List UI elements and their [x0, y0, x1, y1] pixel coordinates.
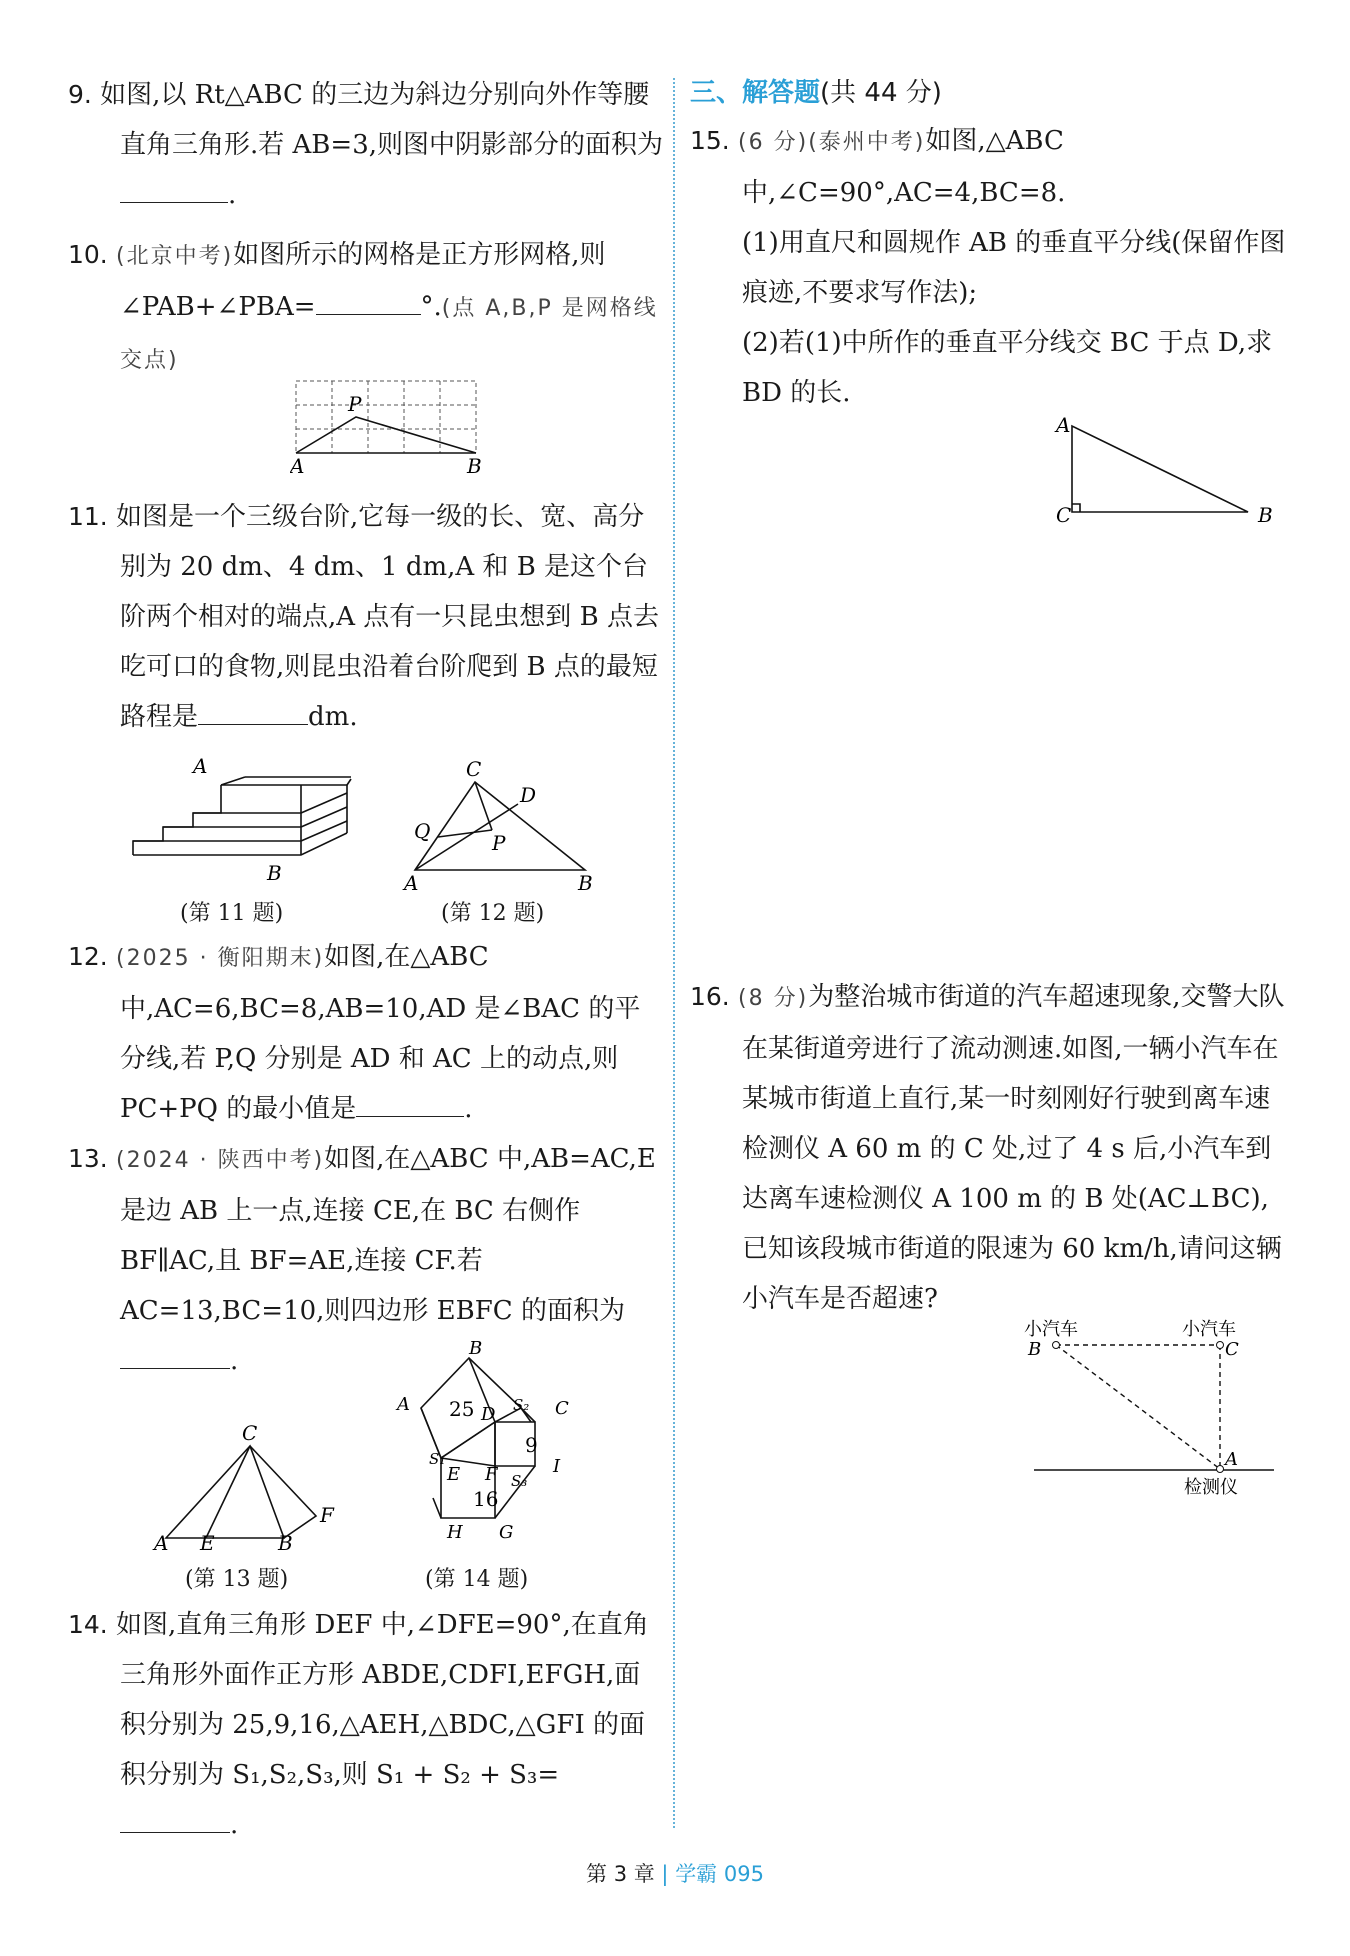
label-b: B [1028, 1339, 1042, 1360]
label-g: G [499, 1522, 514, 1543]
question-number: 15. [690, 126, 730, 155]
label-b: B [467, 454, 482, 475]
question-number: 16. [690, 982, 730, 1011]
caption-12: (第 12 题) [441, 901, 545, 926]
question-text: 如图,以 Rt△ABC 的三边为斜边分别向外作等腰直角三角形.若 AB=3,则图中阴影部分的面积为 [100, 80, 664, 160]
label-d: D [481, 1404, 496, 1425]
page-number: 095 [723, 1862, 764, 1886]
question-14: 14. 如图,直角三角形 DEF 中,∠DFE=90°,在直角三角形外面作正方形 ABDE,CDFI,EFGH,面积分别为 25,9,16,△AEH,△BDC,△GFI 的面积分别为 S₁,S₂,S₃,则 S₁ + S₂ + S₃=. [68, 1610, 649, 1840]
question-10: 10. (北京中考)如图所示的网格是正方形网格,则∠PAB+∠PBA= °.(点 A,B,P 是网格线交点) [68, 240, 658, 373]
question-12: 12. (2025 · 衡阳期末)如图,在△ABC 中,AC=6,BC=8,AB=10,AD 是∠BAC 的平分线,若 P,Q 分别是 AD 和 AC 上的动点,则 PC+PQ 的最小值是 . [68, 942, 641, 1124]
label-d: D [520, 783, 537, 807]
answer-blank[interactable] [120, 1806, 230, 1833]
question-text: 为整治城市街道的汽车超速现象,交警大队在某街道旁进行了流动测速.如图,一辆小汽车在某城市街道上直行,某一时刻刚好行驶到离车速检测仪 A 60 m 的 C 处,过了 4 s 后,小汽车到达离车速检测仪 A 100 m 的 B 处(AC⊥BC),已知该段城市街道的限速为 60 km/h,请问这辆小汽车是否超速? [742, 982, 1285, 1314]
question-number: 10. [68, 240, 108, 269]
question-number: 12. [68, 942, 108, 971]
question-number: 14. [68, 1610, 108, 1639]
label-q: Q [414, 819, 431, 843]
label-a: A [1225, 1449, 1238, 1470]
label-s3: S₃ [511, 1472, 528, 1490]
figure-14 [385, 1340, 585, 1550]
label-a: A [397, 1394, 410, 1415]
figure-11-stairs [125, 755, 355, 885]
label-i: I [553, 1456, 561, 1477]
right-column-cont [690, 972, 1290, 1324]
answer-blank[interactable] [198, 698, 308, 725]
question-16 [690, 972, 1290, 1324]
label-b: B [278, 1531, 293, 1555]
footer-brand: 学霸 [675, 1862, 718, 1886]
label-a: A [290, 454, 305, 475]
answer-blank[interactable] [120, 1342, 230, 1369]
question-source: (8 分) [738, 986, 809, 1011]
label-area-25: 25 [449, 1397, 475, 1421]
page-footer: 第 3 章 | 学霸 095 [586, 1862, 764, 1886]
footer-chapter: 第 3 章 [586, 1862, 655, 1886]
left-column-cont3 [68, 1600, 663, 1850]
label-area-9: 9 [525, 1433, 538, 1457]
label-f: F [485, 1464, 498, 1485]
label-device: 检测仪 [1184, 1477, 1238, 1498]
answer-blank[interactable] [316, 288, 421, 315]
question-9: 9. 如图,以 Rt△ABC 的三边为斜边分别向外作等腰直角三角形.若 AB=3,则图中阴影部分的面积为. [68, 80, 664, 210]
label-a: A [154, 1531, 169, 1555]
question-text: 如图,△ABC 中,∠C=90°,AC=4,BC=8. [742, 126, 1066, 208]
label-f: F [320, 1503, 334, 1527]
label-b: B [469, 1340, 483, 1359]
label-b: B [267, 861, 282, 885]
section-heading: 三、解答题(共 44 分) [690, 78, 942, 108]
figure-16 [1020, 1315, 1290, 1505]
left-column-cont2 [68, 932, 663, 1386]
figure-15 [1048, 412, 1288, 532]
label-a: A [404, 871, 419, 892]
question-text: 如图,直角三角形 DEF 中,∠DFE=90°,在直角三角形外面作正方形 ABDE,CDFI,EFGH,面积分别为 25,9,16,△AEH,△BDC,△GFI 的面积分别为 S₁,S₂,S₃,则 S₁ + S₂ + S₃= [116, 1610, 649, 1790]
label-p: P [348, 392, 362, 416]
caption-11: (第 11 题) [180, 901, 284, 926]
question-text: 如图,在△ABC 中,AC=6,BC=8,AB=10,AD 是∠BAC 的平分线,若 P,Q 分别是 AD 和 AC 上的动点,则 PC+PQ 的最小值是 [120, 942, 641, 1124]
label-s1: S₁ [429, 1450, 446, 1468]
figure-13 [150, 1420, 350, 1555]
label-b: B [1258, 503, 1273, 527]
label-c: C [466, 757, 482, 781]
caption-14: (第 14 题) [425, 1567, 529, 1592]
caption-13: (第 13 题) [185, 1567, 289, 1592]
question-number: 11. [68, 502, 108, 531]
label-a: A [193, 755, 208, 778]
question-source: (2024 · 陕西中考) [116, 1148, 325, 1173]
label-a: A [1056, 413, 1071, 437]
answer-blank[interactable] [356, 1090, 464, 1117]
label-s2: S₂ [513, 1396, 530, 1414]
left-column [68, 70, 663, 386]
question-source: (2025 · 衡阳期末) [116, 946, 325, 971]
column-divider [673, 78, 675, 1828]
label-p: P [492, 831, 506, 855]
question-note: (点 A,B,P 是网格线交点) [120, 296, 658, 373]
label-e: E [447, 1464, 461, 1485]
question-number: 13. [68, 1144, 108, 1173]
label-h: H [447, 1522, 463, 1543]
figure-10-grid [290, 375, 490, 475]
label-b: B [578, 871, 593, 892]
label-e: E [200, 1531, 215, 1555]
label-area-16: 16 [473, 1487, 499, 1511]
question-13: 13. (2024 · 陕西中考)如图,在△ABC 中,AB=AC,E 是边 AB 上一点,连接 CE,在 BC 右侧作 BF∥AC,且 BF=AE,连接 CF.若 AC=13,BC=10,则四边形 EBFC 的面积为. [68, 1144, 656, 1376]
label-car-1: 小汽车 [1024, 1319, 1078, 1340]
left-column-cont [68, 492, 663, 742]
question-15-part-1: (1)用直尺和圆规作 AB 的垂直平分线(保留作图痕迹,不要求写作法); [742, 228, 1286, 308]
label-c: C [1225, 1339, 1239, 1360]
right-column [690, 70, 1290, 418]
question-source: (6 分)(泰州中考) [738, 130, 926, 155]
figure-12-triangle [400, 752, 610, 892]
label-c: C [1056, 503, 1072, 527]
question-15-part-2: (2)若(1)中所作的垂直平分线交 BC 于点 D,求 BD 的长. [742, 328, 1273, 408]
question-15 [690, 116, 1290, 218]
question-text: 如图是一个三级台阶,它每一级的长、宽、高分别为 20 dm、4 dm、1 dm,A 和 B 是这个台阶两个相对的端点,A 点有一只昆虫想到 B 点去吃可口的食物,则昆虫沿着台阶爬到 B 点的最短路程是 [116, 502, 659, 732]
question-number: 9. [68, 80, 92, 109]
question-11: 11. 如图是一个三级台阶,它每一级的长、宽、高分别为 20 dm、4 dm、1 dm,A 和 B 是这个台阶两个相对的端点,A 点有一只昆虫想到 B 点去吃可口的食物,则昆虫沿着台阶爬到 B 点的最短路程是 dm. [68, 502, 659, 732]
answer-blank[interactable] [120, 176, 228, 203]
question-text: 如图,在△ABC 中,AB=AC,E 是边 AB 上一点,连接 CE,在 BC 右侧作 BF∥AC,且 BF=AE,连接 CF.若 AC=13,BC=10,则四边形 EBFC 的面积为 [120, 1144, 656, 1326]
question-source: (北京中考) [116, 244, 234, 269]
label-c: C [242, 1421, 258, 1445]
label-car-2: 小汽车 [1182, 1319, 1236, 1340]
label-c: C [555, 1398, 569, 1419]
